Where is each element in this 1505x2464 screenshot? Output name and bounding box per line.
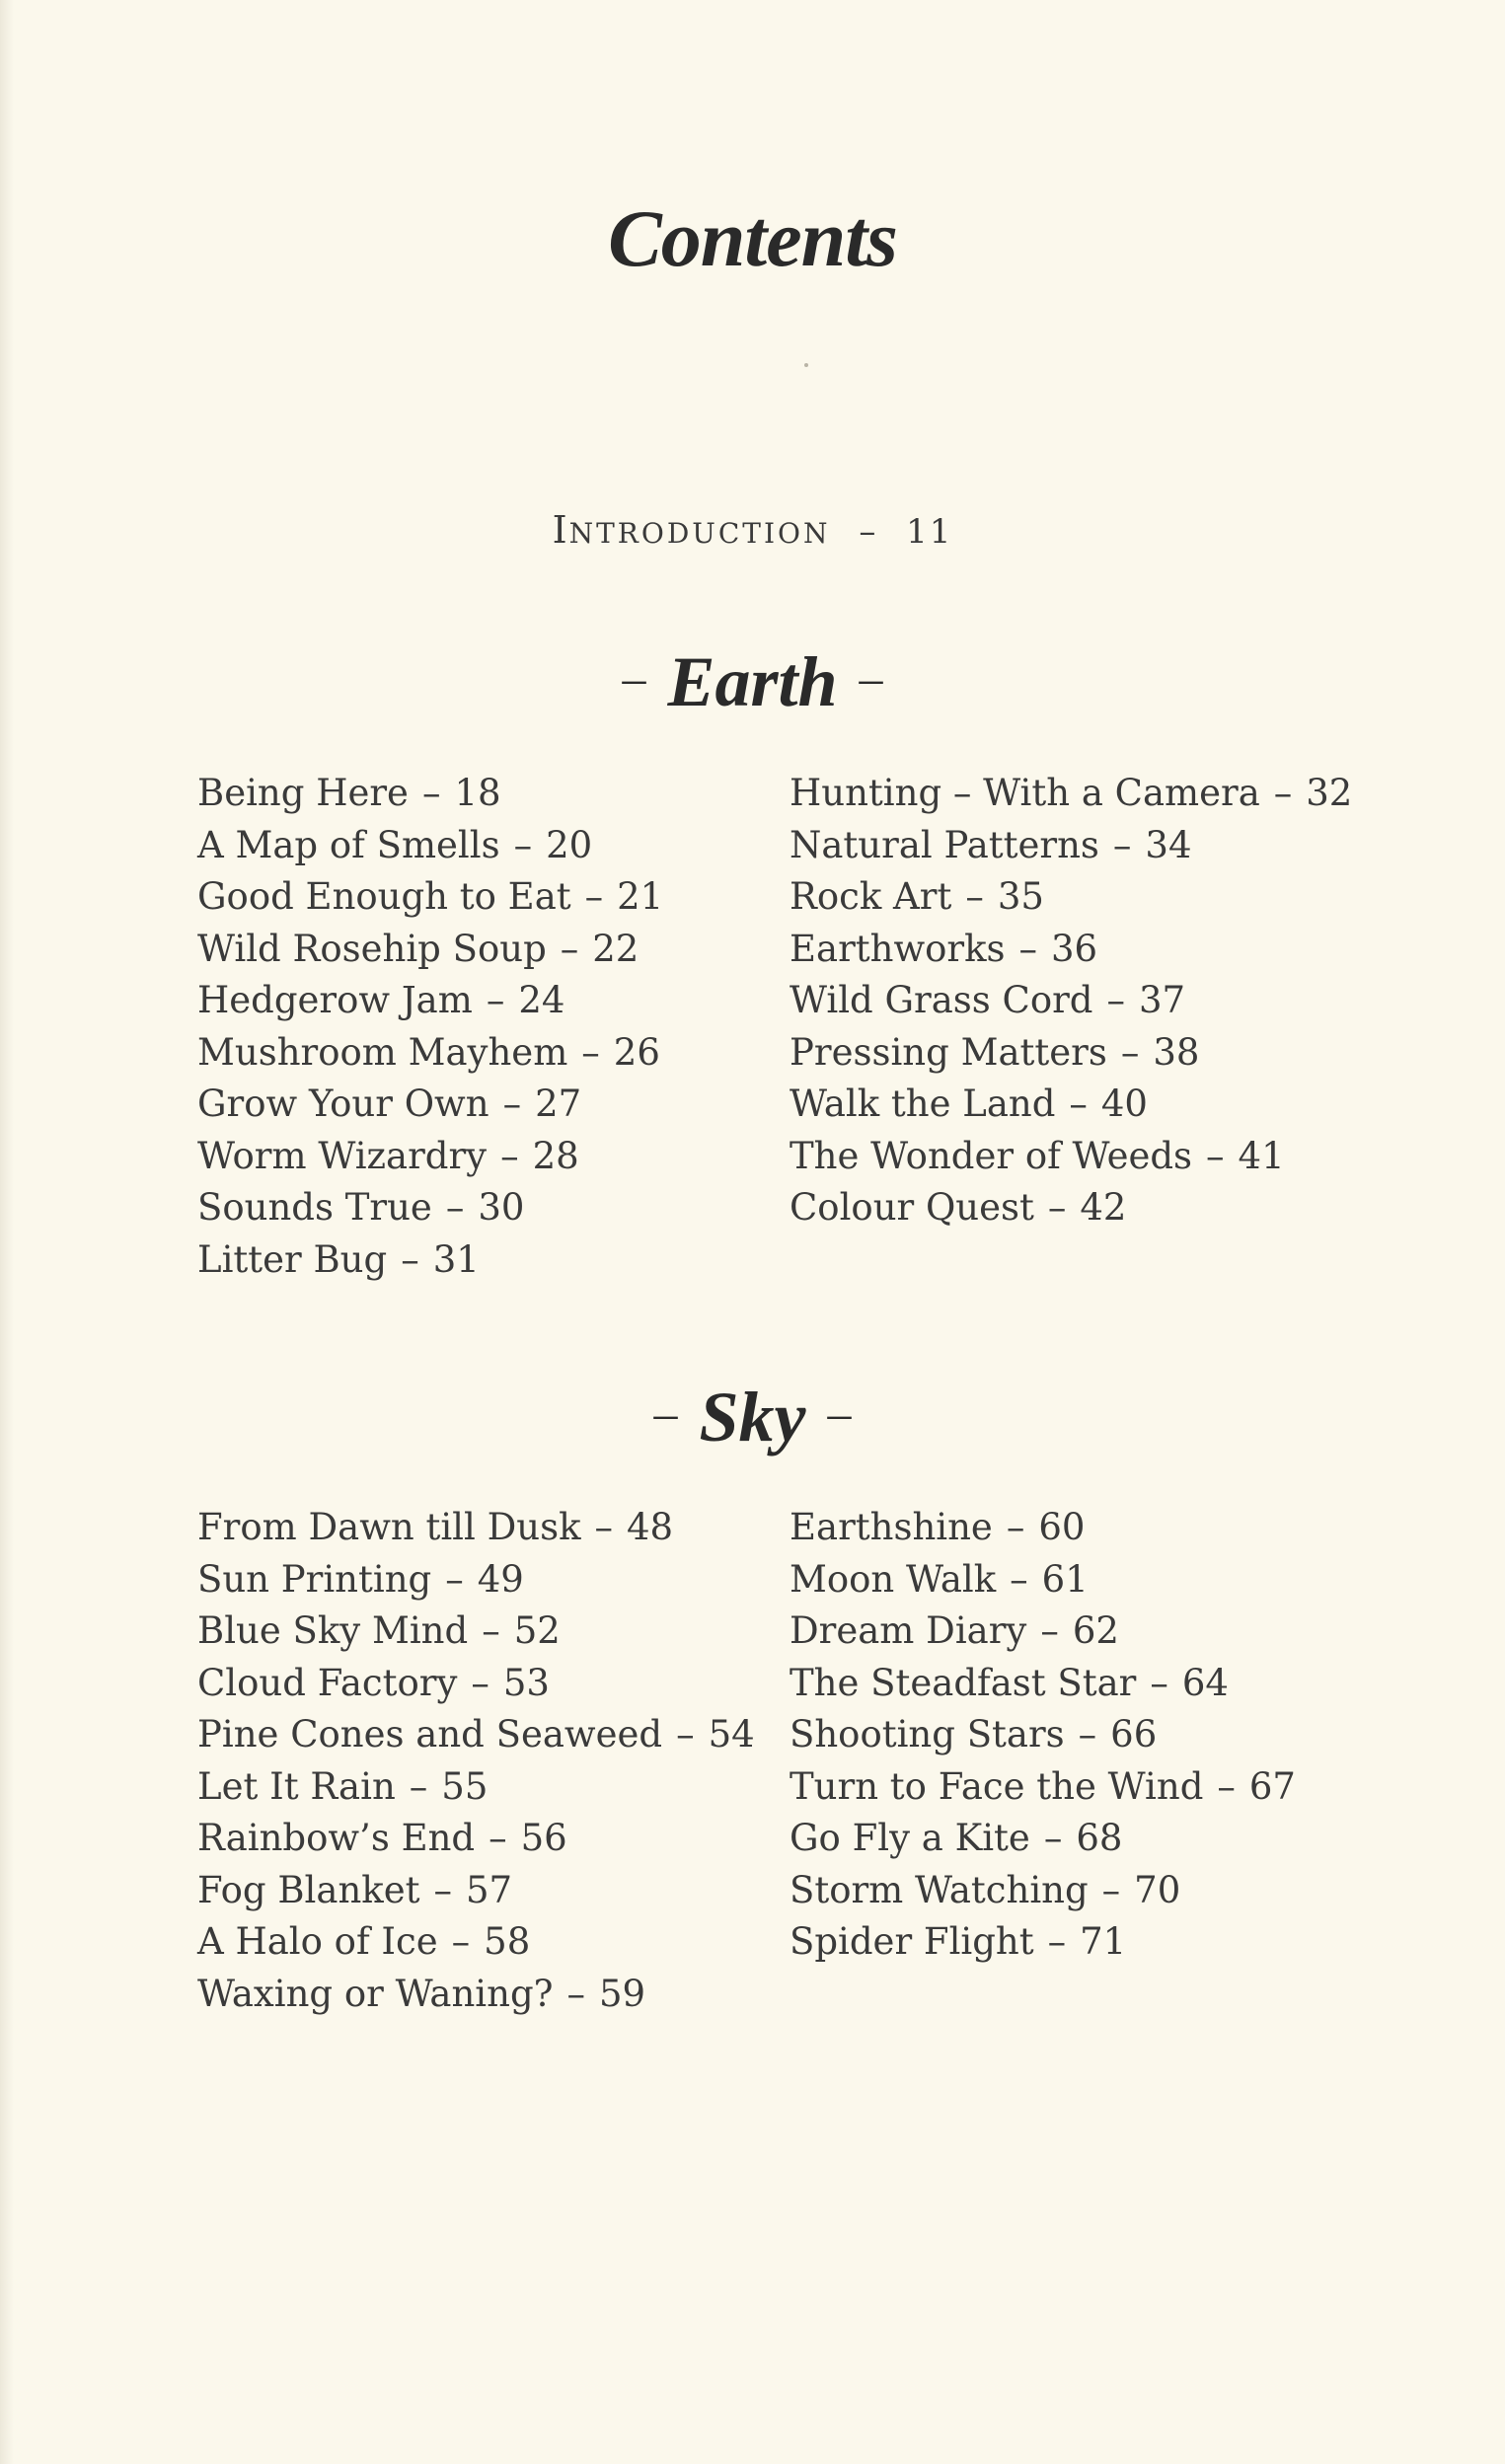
toc-entry[interactable] (790, 1502, 1296, 1554)
entry-separator: – (1069, 1083, 1088, 1125)
entry-page: 49 (477, 1557, 524, 1601)
entry-separator: – (1206, 1134, 1225, 1177)
entry-page: 53 (502, 1661, 550, 1704)
entry-separator: – (471, 1661, 489, 1704)
entry-title: Wild Rosehip Soup (197, 927, 547, 970)
entry-page: 36 (1051, 927, 1098, 970)
toc-entry[interactable] (790, 820, 1352, 872)
toc-entry[interactable] (197, 1969, 755, 2021)
entry-page: 60 (1038, 1506, 1086, 1548)
toc-entry[interactable] (197, 1027, 663, 1080)
entry-title: Being Here (197, 772, 409, 814)
entry-separator: – (581, 1030, 600, 1074)
entry-page: 30 (478, 1186, 525, 1229)
entry-title: Hedgerow Jam (197, 979, 473, 1021)
heading-dash: – (653, 1387, 678, 1440)
toc-entry[interactable] (790, 924, 1352, 976)
entry-page: 58 (484, 1920, 531, 1963)
entry-title: Grow Your Own (197, 1083, 489, 1125)
intro-initial: I (552, 508, 569, 552)
toc-entry[interactable] (790, 1813, 1296, 1865)
entry-separator: – (1101, 1868, 1121, 1911)
toc-entry[interactable] (790, 871, 1352, 924)
entry-title: Sounds True (197, 1186, 432, 1229)
toc-entry[interactable] (197, 1865, 755, 1917)
entry-separator: – (676, 1713, 695, 1755)
entry-title: Cloud Factory (197, 1661, 458, 1704)
paper-speck (804, 363, 808, 367)
toc-entry[interactable] (197, 1605, 755, 1658)
entry-separator: – (1217, 1764, 1236, 1808)
entry-title: Sun Printing (197, 1557, 432, 1601)
entry-title: Rainbow’s End (197, 1817, 476, 1859)
entry-title: Go Fly a Kite (790, 1817, 1030, 1859)
entry-title: Pine Cones and Seaweed (197, 1713, 663, 1755)
entry-title: Litter Bug (197, 1237, 388, 1281)
entry-page: 37 (1139, 979, 1186, 1021)
toc-entry[interactable] (197, 924, 663, 976)
entry-separator: – (1120, 1030, 1140, 1074)
entry-separator: – (433, 1868, 452, 1911)
entry-page: 54 (708, 1713, 755, 1755)
section-heading-sky (0, 1377, 1505, 1458)
entry-separator: – (560, 927, 579, 970)
toc-entry[interactable] (790, 1079, 1352, 1131)
toc-entry[interactable] (790, 1554, 1296, 1606)
entry-title: Shooting Stars (790, 1713, 1065, 1755)
entry-title: The Steadfast Star (790, 1661, 1137, 1704)
toc-entry[interactable] (790, 1761, 1296, 1814)
entry-page: 22 (592, 927, 640, 970)
toc-entry[interactable] (197, 975, 663, 1027)
entry-separator: – (500, 1134, 519, 1177)
heading-dash: – (859, 652, 883, 705)
entry-page: 26 (613, 1030, 660, 1074)
introduction-entry (0, 508, 1505, 552)
entry-title: From Dawn till Dusk (197, 1506, 581, 1548)
entry-page: 41 (1238, 1134, 1285, 1177)
entry-title: Natural Patterns (790, 823, 1099, 866)
intro-separator: – (859, 512, 878, 552)
toc-entry[interactable] (197, 768, 663, 820)
entry-page: 34 (1145, 823, 1192, 866)
toc-entry[interactable] (197, 1813, 755, 1865)
entry-separator: – (584, 875, 604, 918)
entry-page: 59 (598, 1972, 646, 2015)
toc-entry[interactable] (197, 1761, 755, 1814)
entry-page: 32 (1306, 772, 1353, 814)
entry-separator: – (489, 1817, 507, 1859)
earth-list-right (790, 768, 1352, 1234)
entry-title: Turn to Face the Wind (790, 1764, 1204, 1808)
entry-separator: – (451, 1920, 471, 1963)
entry-page: 68 (1076, 1817, 1123, 1859)
toc-entry[interactable] (790, 1131, 1352, 1183)
entry-page: 27 (535, 1083, 582, 1125)
entry-separator: – (421, 772, 441, 814)
entry-separator: – (502, 1083, 522, 1125)
toc-entry[interactable] (790, 1605, 1296, 1658)
entry-page: 35 (997, 875, 1044, 918)
entry-separator: – (486, 979, 505, 1021)
entry-title: Colour Quest (790, 1186, 1034, 1229)
toc-entry[interactable] (197, 1554, 755, 1606)
entry-separator: – (1018, 927, 1037, 970)
entry-page: 48 (627, 1506, 674, 1548)
toc-entry[interactable] (790, 975, 1352, 1027)
entry-separator: – (1006, 1506, 1025, 1548)
entry-page: 57 (465, 1868, 513, 1911)
entry-title: A Halo of Ice (197, 1920, 438, 1963)
entry-title: Waxing or Waning? (197, 1972, 554, 2015)
page-title: Contents (608, 193, 897, 283)
entry-separator: – (594, 1506, 613, 1548)
sky-list-left (197, 1502, 755, 2020)
entry-page: 64 (1181, 1661, 1229, 1704)
entry-separator: – (1106, 979, 1125, 1021)
entry-separator: – (1273, 772, 1293, 814)
entry-page: 67 (1248, 1764, 1296, 1808)
entry-page: 21 (617, 875, 664, 918)
section-heading-earth (0, 641, 1505, 723)
entry-title: Fog Blanket (197, 1868, 420, 1911)
toc-entry[interactable] (197, 820, 663, 872)
entry-page: 56 (520, 1817, 567, 1859)
toc-entry[interactable] (197, 1916, 755, 1969)
page-edge-shadow (0, 0, 14, 2464)
toc-entry[interactable] (197, 1079, 663, 1131)
entry-page: 71 (1080, 1920, 1127, 1963)
entry-page: 66 (1110, 1713, 1158, 1755)
toc-entry[interactable] (790, 1658, 1296, 1710)
entry-page: 24 (518, 979, 565, 1021)
entry-page: 31 (432, 1237, 480, 1281)
entry-page: 70 (1134, 1868, 1181, 1911)
toc-entry[interactable] (790, 768, 1352, 820)
entry-separator: – (1112, 823, 1132, 866)
section-title: Sky (699, 1378, 806, 1456)
entry-page: 38 (1153, 1030, 1200, 1074)
entry-separator: – (401, 1237, 419, 1281)
entry-page: 61 (1041, 1557, 1089, 1601)
entry-title: Wild Grass Cord (790, 979, 1093, 1021)
entry-separator: – (1043, 1817, 1063, 1859)
heading-dash: – (827, 1387, 852, 1440)
entry-title: Worm Wizardry (197, 1134, 488, 1177)
entry-separator: – (1150, 1661, 1168, 1704)
earth-list-left (197, 768, 663, 1286)
entry-title: Hunting – With a Camera (790, 772, 1260, 814)
entry-title: Good Enough to Eat (197, 875, 571, 918)
toc-entry[interactable] (197, 1502, 755, 1554)
entry-title: Mushroom Mayhem (197, 1030, 568, 1074)
toc-entry[interactable] (790, 1916, 1296, 1969)
entry-page: 40 (1100, 1083, 1148, 1125)
entry-page: 55 (441, 1764, 489, 1808)
entry-separator: – (409, 1764, 428, 1808)
toc-entry[interactable] (790, 1027, 1352, 1080)
entry-title: Let It Rain (197, 1764, 396, 1808)
heading-dash: – (622, 652, 646, 705)
entry-separator: – (1078, 1713, 1097, 1755)
toc-entry[interactable] (790, 1865, 1296, 1917)
entry-page: 28 (532, 1134, 579, 1177)
entry-title: Pressing Matters (790, 1030, 1107, 1074)
entry-separator: – (1047, 1920, 1067, 1963)
entry-title: Storm Watching (790, 1868, 1089, 1911)
entry-title: Earthshine (790, 1506, 993, 1548)
section-title: Earth (667, 642, 838, 721)
entry-title: A Map of Smells (197, 823, 500, 866)
entry-separator: – (445, 1186, 465, 1229)
entry-page: 62 (1072, 1609, 1119, 1652)
entry-title: Rock Art (790, 875, 952, 918)
toc-entry[interactable] (197, 1182, 663, 1234)
entry-title: Earthworks (790, 927, 1006, 970)
entry-separator: – (513, 823, 533, 866)
entry-page: 20 (546, 823, 593, 866)
toc-entry[interactable] (790, 1182, 1352, 1234)
entry-title: Spider Flight (790, 1920, 1034, 1963)
entry-separator: – (965, 875, 984, 918)
entry-page: 52 (513, 1609, 561, 1652)
sky-list-right (790, 1502, 1296, 1969)
toc-entry[interactable] (197, 1709, 755, 1761)
entry-title: Blue Sky Mind (197, 1609, 469, 1652)
entry-separator: – (1010, 1557, 1028, 1601)
entry-title: Walk the Land (790, 1083, 1056, 1125)
toc-entry[interactable] (197, 1131, 663, 1183)
entry-title: The Wonder of Weeds (790, 1134, 1193, 1177)
entry-title: Moon Walk (790, 1557, 997, 1601)
intro-page: 11 (906, 512, 953, 552)
toc-entry[interactable] (790, 1709, 1296, 1761)
entry-separator: – (482, 1609, 500, 1652)
intro-label: NTRODUCTION (568, 517, 831, 550)
entry-title: Dream Diary (790, 1609, 1027, 1652)
entry-separator: – (1047, 1186, 1067, 1229)
entry-separator: – (445, 1557, 464, 1601)
toc-entry[interactable] (197, 1234, 663, 1287)
toc-entry[interactable] (197, 871, 663, 924)
entry-separator: – (1040, 1609, 1059, 1652)
entry-page: 18 (454, 772, 501, 814)
entry-page: 42 (1080, 1186, 1127, 1229)
entry-separator: – (566, 1972, 585, 2015)
toc-entry[interactable] (197, 1658, 755, 1710)
